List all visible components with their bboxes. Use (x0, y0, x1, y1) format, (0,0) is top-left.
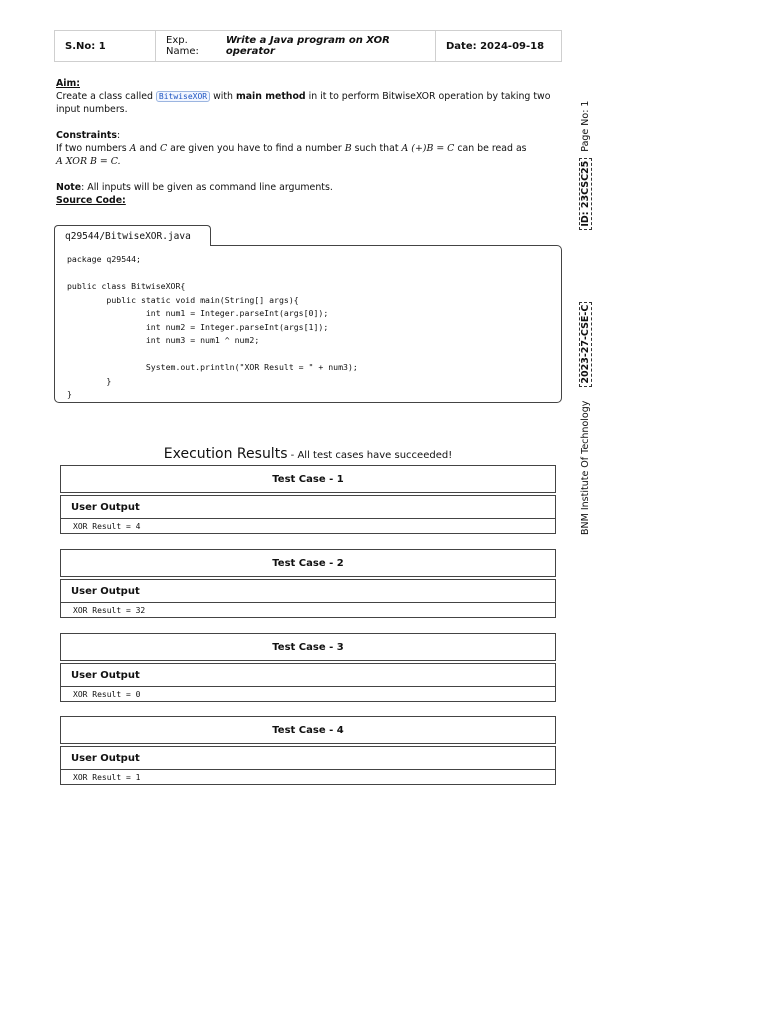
source-code-title: Source Code: (56, 195, 126, 206)
execution-results-title (60, 443, 556, 462)
equation-xor: A XOR B = C. (56, 156, 121, 167)
aim-title: Aim: (56, 78, 80, 89)
test-case-title: Test Case - 4 (60, 716, 556, 744)
test-case-4 (60, 716, 556, 785)
execution-results-status: - All test cases have succeeded! (287, 450, 453, 461)
problem-description (56, 77, 566, 207)
experiment-header (54, 30, 562, 62)
experiment-name-value: Write a Java program on XOR operator (225, 35, 390, 57)
serial-number: S.No: 1 (55, 31, 156, 61)
test-case-title: Test Case - 3 (60, 633, 556, 661)
class-name-inline-code: BitwiseXOR (156, 91, 210, 102)
experiment-name (156, 31, 436, 61)
page-number: Page No: 1 (579, 100, 591, 152)
test-case-title: Test Case - 2 (60, 549, 556, 577)
user-output-value: XOR Result = 0 (60, 687, 556, 702)
user-output-value: XOR Result = 1 (60, 770, 556, 785)
batch-badge: 2023-27-CSE-C (579, 302, 592, 387)
aim-text-after: in it to perform BitwiseXOR operation by taking two input numbers. (56, 91, 551, 115)
user-output-label: User Output (60, 663, 556, 687)
test-case-1 (60, 465, 556, 534)
constraints-title: Constraints: (56, 130, 121, 141)
aim-text (56, 90, 566, 116)
source-code-text: package q29544; public class BitwiseXOR{ public static void main(String[] args){ int num1 = Integer.parseInt(args[0]); int num2 = Integer.parseInt(args[1]); int num3 = num1 ^ num2; System.out.println("XOR Result = " + num3); } } (67, 254, 358, 399)
aim-text-mid: with (213, 91, 233, 102)
source-code-block (54, 245, 562, 403)
execution-results-heading: Execution Results (163, 446, 288, 462)
student-id-badge: ID: 23CSC25 (579, 158, 592, 230)
test-case-title: Test Case - 1 (60, 465, 556, 493)
test-case-3 (60, 633, 556, 702)
equation-plus: A (+)B = C (401, 143, 455, 154)
institute-name: BNM Institute Of Technology (579, 400, 591, 535)
user-output-value: XOR Result = 32 (60, 603, 556, 618)
user-output-label: User Output (60, 495, 556, 519)
user-output-label: User Output (60, 579, 556, 603)
source-file-tab[interactable]: q29544/BitwiseXOR.java (54, 225, 211, 246)
page-margin-info (576, 95, 594, 535)
note-label: Note (56, 182, 82, 193)
aim-bold-phrase: main method (235, 91, 306, 102)
user-output-label: User Output (60, 746, 556, 770)
constraints-text: If two numbers A and C are given you have to find a number B such that A (+)B = C can be read as A XOR B = C. (56, 143, 527, 167)
note-text: Note: All inputs will be given as command line arguments. (56, 182, 333, 193)
user-output-value: XOR Result = 4 (60, 519, 556, 534)
aim-text-before: Create a class called (56, 91, 153, 102)
test-case-2 (60, 549, 556, 618)
experiment-date: Date: 2024-09-18 (446, 40, 545, 52)
experiment-name-prefix: Exp. Name: (166, 35, 199, 57)
